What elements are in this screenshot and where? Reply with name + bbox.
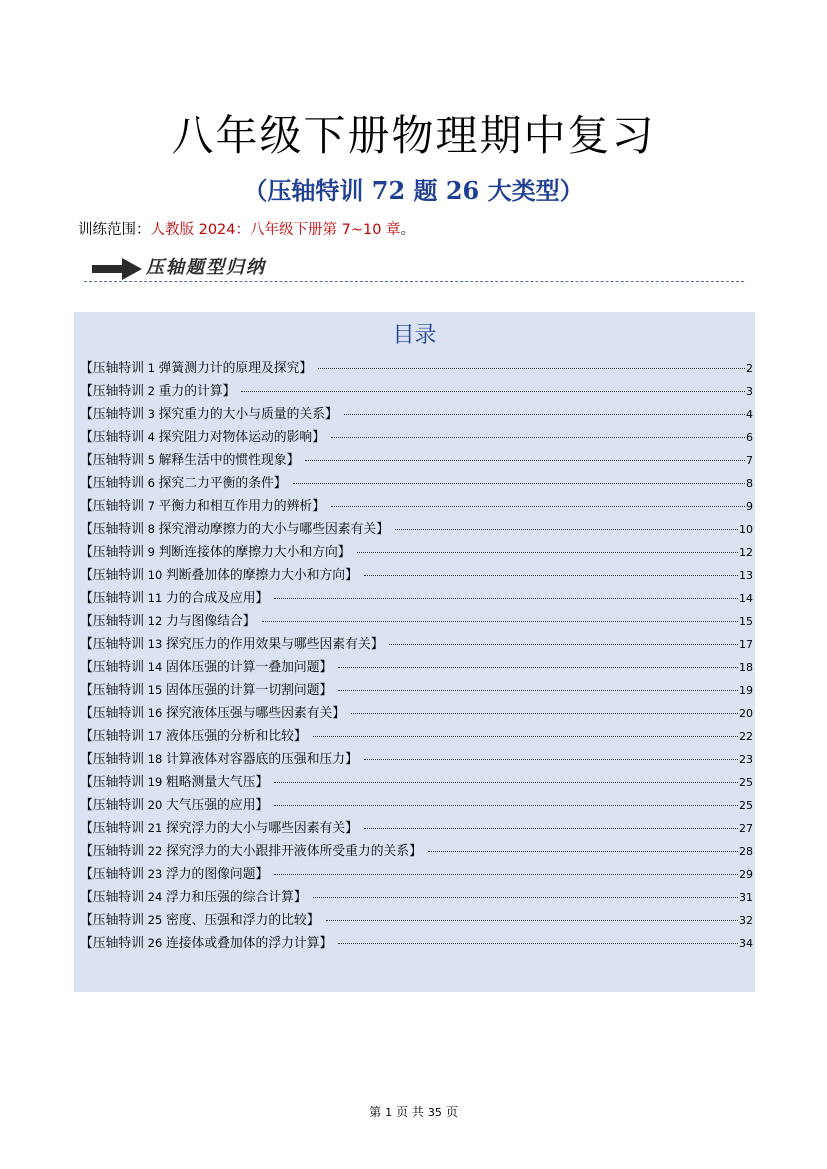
toc-entry-label bbox=[80, 794, 268, 817]
toc-entry-page: 23 bbox=[739, 753, 753, 766]
toc-entry-number: 16 bbox=[143, 706, 166, 720]
toc-entry-number: 4 bbox=[143, 430, 159, 444]
toc-dot-leader bbox=[305, 460, 745, 461]
toc-entry-text: 固体压强的计算一叠加问题】 bbox=[165, 660, 333, 675]
toc-entry-number: 25 bbox=[143, 913, 166, 927]
toc-entry-number: 3 bbox=[143, 407, 159, 421]
toc-entry[interactable] bbox=[80, 587, 753, 610]
footer-middle: 页 共 bbox=[396, 1105, 424, 1119]
toc-entry-number: 18 bbox=[143, 752, 166, 766]
toc-dot-leader bbox=[364, 828, 738, 829]
toc-entry-number: 20 bbox=[143, 798, 166, 812]
toc-entry-label bbox=[80, 610, 256, 633]
toc-entry[interactable] bbox=[80, 656, 753, 679]
training-range bbox=[78, 218, 415, 242]
toc-dot-leader bbox=[274, 782, 738, 783]
toc-entry-prefix: 【压轴特训 bbox=[80, 637, 144, 652]
toc-dot-leader bbox=[318, 368, 745, 369]
toc-entry-label bbox=[80, 449, 299, 472]
toc-entry-number: 24 bbox=[143, 890, 166, 904]
toc-dot-leader bbox=[274, 874, 738, 875]
toc-entry-label bbox=[80, 679, 332, 702]
toc-dot-leader bbox=[364, 759, 738, 760]
toc-entry-label bbox=[80, 518, 389, 541]
toc-entry-text: 探究浮力的大小与哪些因素有关】 bbox=[165, 821, 358, 836]
footer-total-pages: 35 bbox=[427, 1106, 442, 1119]
toc-entry-page: 2 bbox=[746, 362, 753, 375]
toc-entry-page: 27 bbox=[739, 822, 753, 835]
toc-entry-prefix: 【压轴特训 bbox=[80, 361, 144, 376]
toc-entry[interactable] bbox=[80, 794, 753, 817]
toc-entry[interactable] bbox=[80, 472, 753, 495]
toc-entry-number: 13 bbox=[143, 637, 166, 651]
toc-entry-label bbox=[80, 748, 358, 771]
toc-dot-leader bbox=[351, 713, 738, 714]
toc-dot-leader bbox=[338, 943, 738, 944]
toc-entry-prefix: 【压轴特训 bbox=[80, 913, 144, 928]
toc-entry-text: 探究液体压强与哪些因素有关】 bbox=[165, 706, 346, 721]
toc-entry-label bbox=[80, 587, 268, 610]
document-title: 八年级下册物理期中复习 bbox=[171, 111, 656, 160]
toc-entry-number: 7 bbox=[143, 499, 159, 513]
toc-entry-number: 23 bbox=[143, 867, 166, 881]
toc-entry[interactable] bbox=[80, 541, 753, 564]
toc-dot-leader bbox=[331, 437, 745, 438]
toc-entry[interactable] bbox=[80, 564, 753, 587]
toc-entry-prefix: 【压轴特训 bbox=[80, 683, 144, 698]
toc-entry-label bbox=[80, 863, 268, 886]
toc-entry-number: 17 bbox=[143, 729, 166, 743]
toc-entry-label bbox=[80, 403, 338, 426]
toc-entry-prefix: 【压轴特训 bbox=[80, 798, 144, 813]
toc-entry-number: 19 bbox=[143, 775, 166, 789]
toc-entry-prefix: 【压轴特训 bbox=[80, 729, 144, 744]
toc-entry-number: 21 bbox=[143, 821, 166, 835]
toc-entry-label bbox=[80, 633, 383, 656]
training-range-value: 人教版 2024：八年级下册第 7~10 章 bbox=[150, 222, 401, 238]
toc-entry-number: 14 bbox=[143, 660, 166, 674]
toc-entry-text: 固体压强的计算一切割问题】 bbox=[165, 683, 333, 698]
toc-entry-text: 弹簧测力计的原理及探究】 bbox=[158, 361, 313, 376]
toc-dot-leader bbox=[313, 897, 738, 898]
table-of-contents bbox=[74, 312, 755, 992]
toc-entry-page: 6 bbox=[746, 431, 753, 444]
toc-entry-page: 20 bbox=[739, 707, 753, 720]
toc-entry-page: 15 bbox=[739, 615, 753, 628]
toc-entry-text: 粗略测量大气压】 bbox=[165, 775, 269, 790]
toc-entry-prefix: 【压轴特训 bbox=[80, 936, 144, 951]
toc-entry-label bbox=[80, 886, 307, 909]
section-divider bbox=[84, 281, 744, 282]
toc-entry-page: 9 bbox=[746, 500, 753, 513]
toc-entry-number: 6 bbox=[143, 476, 159, 490]
toc-entry-text: 液体压强的分析和比较】 bbox=[165, 729, 307, 744]
toc-entry[interactable] bbox=[80, 771, 753, 794]
toc-entry[interactable] bbox=[80, 633, 753, 656]
toc-entry-text: 重力的计算】 bbox=[158, 384, 236, 399]
toc-entry[interactable] bbox=[80, 518, 753, 541]
toc-entry-number: 26 bbox=[143, 936, 166, 950]
toc-entry-page: 4 bbox=[746, 408, 753, 421]
toc-entry-page: 25 bbox=[739, 799, 753, 812]
toc-entry-label bbox=[80, 702, 345, 725]
toc-dot-leader bbox=[338, 667, 738, 668]
document-subtitle: （压轴特训 72 题 26 大类型） bbox=[243, 176, 584, 205]
toc-entry-prefix: 【压轴特训 bbox=[80, 660, 144, 675]
toc-entry-label bbox=[80, 932, 332, 955]
toc-entry-label bbox=[80, 564, 358, 587]
toc-entry[interactable] bbox=[80, 380, 753, 403]
toc-entry[interactable] bbox=[80, 495, 753, 518]
toc-entry-page: 25 bbox=[739, 776, 753, 789]
toc-entry-text: 解释生活中的惯性现象】 bbox=[158, 453, 300, 468]
toc-entry-label bbox=[80, 817, 358, 840]
toc-entry-prefix: 【压轴特训 bbox=[80, 821, 144, 836]
toc-entry-page: 7 bbox=[746, 454, 753, 467]
toc-entry-text: 平衡力和相互作用力的辨析】 bbox=[158, 499, 325, 514]
toc-entry-page: 22 bbox=[739, 730, 753, 743]
toc-entry-page: 13 bbox=[739, 569, 753, 582]
toc-entry-number: 22 bbox=[143, 844, 166, 858]
toc-entry-page: 3 bbox=[746, 385, 753, 398]
toc-entry-number: 12 bbox=[143, 614, 166, 628]
toc-entry-page: 29 bbox=[739, 868, 753, 881]
toc-entry[interactable] bbox=[80, 702, 753, 725]
toc-entry-prefix: 【压轴特训 bbox=[80, 867, 144, 882]
toc-entry[interactable] bbox=[80, 679, 753, 702]
toc-entry-page: 18 bbox=[739, 661, 753, 674]
toc-entry-text: 连接体或叠加体的浮力计算】 bbox=[165, 936, 333, 951]
toc-entry[interactable] bbox=[80, 403, 753, 426]
toc-entry-text: 密度、压强和浮力的比较】 bbox=[165, 913, 320, 928]
toc-entry[interactable] bbox=[80, 863, 753, 886]
toc-entry-page: 28 bbox=[739, 845, 753, 858]
toc-entry-prefix: 【压轴特训 bbox=[80, 476, 144, 491]
toc-dot-leader bbox=[395, 529, 738, 530]
toc-entry-page: 31 bbox=[739, 891, 753, 904]
toc-entry-text: 大气压强的应用】 bbox=[165, 798, 269, 813]
toc-entry[interactable] bbox=[80, 610, 753, 633]
toc-entry-text: 计算液体对容器底的压强和压力】 bbox=[165, 752, 358, 767]
toc-entry-text: 探究浮力的大小跟排开液体所受重力的关系】 bbox=[165, 844, 422, 859]
toc-entry-text: 探究阻力对物体运动的影响】 bbox=[158, 430, 325, 445]
toc-entry[interactable] bbox=[80, 886, 753, 909]
toc-dot-leader bbox=[293, 483, 745, 484]
toc-entry-page: 12 bbox=[739, 546, 753, 559]
section-banner bbox=[84, 250, 744, 286]
toc-dot-leader bbox=[274, 598, 738, 599]
toc-entry-prefix: 【压轴特训 bbox=[80, 453, 144, 468]
toc-entry-text: 判断连接体的摩擦力大小和方向】 bbox=[158, 545, 351, 560]
toc-entry-text: 力与图像结合】 bbox=[165, 614, 256, 629]
toc-entry-text: 浮力和压强的综合计算】 bbox=[165, 890, 307, 905]
toc-entry-number: 10 bbox=[143, 568, 166, 582]
toc-entry-prefix: 【压轴特训 bbox=[80, 614, 144, 629]
toc-entry-page: 17 bbox=[739, 638, 753, 651]
toc-entry-label bbox=[80, 426, 325, 449]
toc-entry-label bbox=[80, 909, 320, 932]
toc-dot-leader bbox=[262, 621, 738, 622]
toc-dot-leader bbox=[326, 920, 739, 921]
toc-entry-prefix: 【压轴特训 bbox=[80, 407, 144, 422]
toc-entry-label bbox=[80, 725, 307, 748]
toc-entry-prefix: 【压轴特训 bbox=[80, 522, 144, 537]
toc-entry-label bbox=[80, 656, 332, 679]
toc-entry-prefix: 【压轴特训 bbox=[80, 591, 144, 606]
toc-entry-prefix: 【压轴特训 bbox=[80, 384, 144, 399]
training-range-label: 训练范围： bbox=[78, 222, 151, 238]
toc-entry-number: 8 bbox=[143, 522, 159, 536]
toc-entry-number: 5 bbox=[143, 453, 159, 467]
toc-entry-prefix: 【压轴特训 bbox=[80, 706, 144, 721]
toc-entry[interactable] bbox=[80, 725, 753, 748]
toc-dot-leader bbox=[331, 506, 745, 507]
toc-dot-leader bbox=[338, 690, 738, 691]
page-footer bbox=[0, 1103, 827, 1122]
toc-dot-leader bbox=[241, 391, 745, 392]
toc-entry[interactable] bbox=[80, 426, 753, 449]
footer-suffix: 页 bbox=[445, 1105, 458, 1119]
section-banner-title: 压轴题型归纳 bbox=[146, 257, 266, 278]
toc-entry-text: 探究压力的作用效果与哪些因素有关】 bbox=[165, 637, 384, 652]
toc-entry-prefix: 【压轴特训 bbox=[80, 844, 144, 859]
toc-dot-leader bbox=[364, 575, 738, 576]
toc-entry-number: 9 bbox=[143, 545, 159, 559]
toc-list bbox=[80, 357, 753, 955]
toc-entry-number: 1 bbox=[143, 361, 159, 375]
toc-entry-prefix: 【压轴特训 bbox=[80, 499, 144, 514]
toc-entry-page: 8 bbox=[746, 477, 753, 490]
toc-entry-label bbox=[80, 357, 312, 380]
toc-entry-text: 探究重力的大小与质量的关系】 bbox=[158, 407, 338, 422]
toc-entry-label bbox=[80, 495, 325, 518]
toc-entry[interactable] bbox=[80, 840, 753, 863]
toc-entry[interactable] bbox=[80, 357, 753, 380]
toc-entry[interactable] bbox=[80, 449, 753, 472]
toc-title: 目录 bbox=[392, 323, 437, 348]
toc-entry-prefix: 【压轴特训 bbox=[80, 775, 144, 790]
toc-entry-page: 34 bbox=[739, 937, 753, 950]
training-range-end: 。 bbox=[400, 222, 416, 238]
toc-entry-label bbox=[80, 771, 268, 794]
toc-dot-leader bbox=[428, 851, 738, 852]
toc-entry-prefix: 【压轴特训 bbox=[80, 545, 144, 560]
toc-entry-text: 浮力的图像问题】 bbox=[165, 867, 269, 882]
toc-entry-prefix: 【压轴特训 bbox=[80, 568, 144, 583]
footer-prefix: 第 bbox=[369, 1105, 382, 1119]
footer-page-number: 1 bbox=[385, 1106, 393, 1119]
arrow-icon bbox=[92, 258, 142, 280]
toc-entry-label bbox=[80, 840, 422, 863]
toc-entry[interactable] bbox=[80, 909, 753, 932]
toc-entry-label bbox=[80, 541, 351, 564]
toc-entry-number: 15 bbox=[143, 683, 166, 697]
toc-entry-text: 探究二力平衡的条件】 bbox=[158, 476, 287, 491]
toc-dot-leader bbox=[344, 414, 745, 415]
toc-entry-page: 32 bbox=[739, 914, 753, 927]
toc-dot-leader bbox=[313, 736, 738, 737]
toc-dot-leader bbox=[389, 644, 738, 645]
toc-dot-leader bbox=[357, 552, 738, 553]
toc-entry-text: 探究滑动摩擦力的大小与哪些因素有关】 bbox=[158, 522, 389, 537]
toc-entry-prefix: 【压轴特训 bbox=[80, 430, 144, 445]
toc-entry[interactable] bbox=[80, 932, 753, 955]
toc-entry-prefix: 【压轴特训 bbox=[80, 752, 144, 767]
toc-entry-label bbox=[80, 380, 235, 403]
toc-entry[interactable] bbox=[80, 748, 753, 771]
toc-entry-label bbox=[80, 472, 287, 495]
toc-dot-leader bbox=[274, 805, 738, 806]
toc-entry-text: 判断叠加体的摩擦力大小和方向】 bbox=[165, 568, 358, 583]
toc-entry-number: 2 bbox=[143, 384, 159, 398]
toc-entry-page: 14 bbox=[739, 592, 753, 605]
toc-entry-page: 10 bbox=[739, 523, 753, 536]
toc-entry-text: 力的合成及应用】 bbox=[165, 591, 269, 606]
toc-entry-number: 11 bbox=[143, 591, 166, 605]
toc-entry-page: 19 bbox=[739, 684, 753, 697]
toc-entry-prefix: 【压轴特训 bbox=[80, 890, 144, 905]
toc-entry[interactable] bbox=[80, 817, 753, 840]
